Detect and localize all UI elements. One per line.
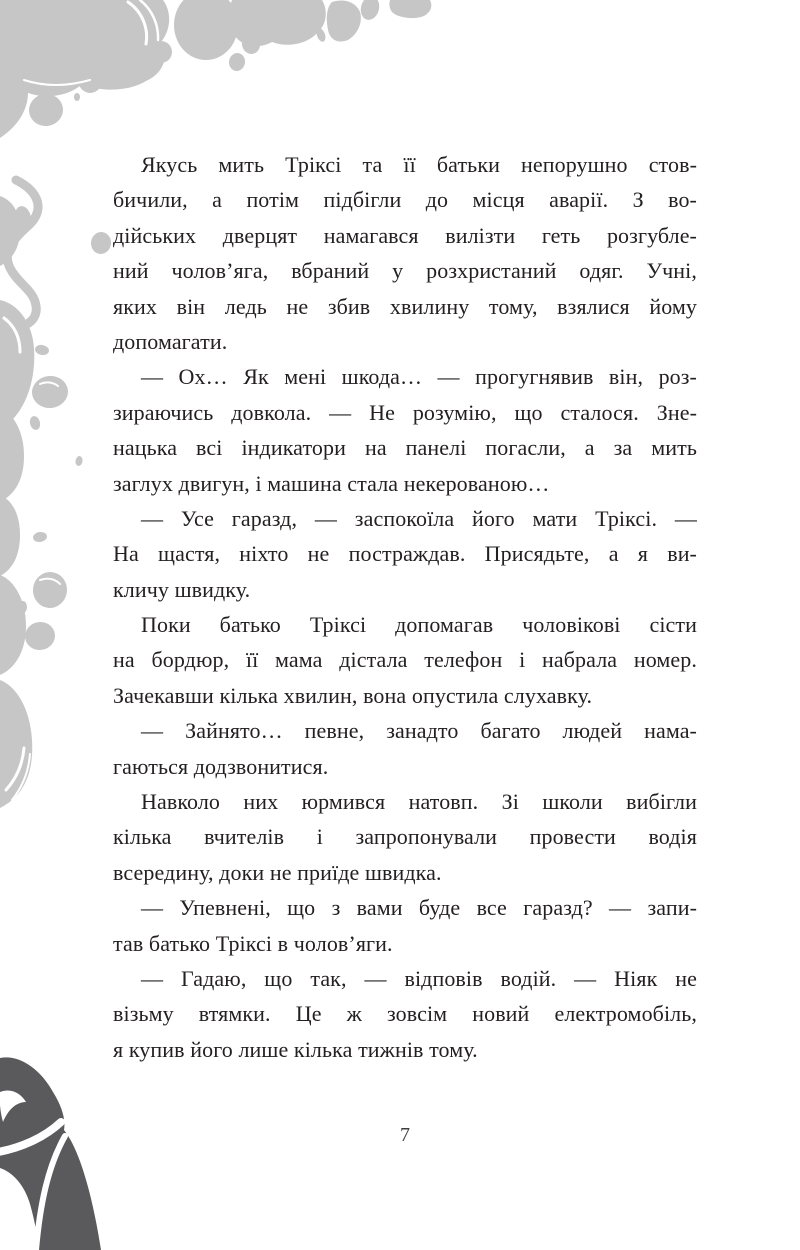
text-line: Зачекавши кілька хвилин, вона опустила слухавку.: [113, 682, 593, 708]
text-line: дійських дверцят намагався вилізти геть розгубле-: [113, 222, 697, 248]
text-line: ний чолов’яга, вбраний у розхристаний одяг. Учні,: [113, 258, 697, 284]
text-line: заглух двигун, і машина стала некерованою…: [113, 470, 550, 496]
text-line: — Ох… Як мені шкода… — прогугнявив він, роз-: [141, 364, 697, 390]
paragraph: [113, 961, 697, 1067]
text-line: кілька вчителів і запропонували провести водія: [113, 824, 697, 850]
text-line: на бордюр, її мама дістала телефон і набрала номер.: [113, 647, 697, 673]
text-line: допомагати.: [113, 328, 228, 354]
text-line: — Усе гаразд, — заспокоїла його мати Тріксі. —: [141, 505, 697, 531]
text-line: кличу швидку.: [113, 576, 251, 602]
text-line: яких він ледь не збив хвилину тому, взялися йому: [113, 293, 697, 319]
text-line: На щастя, ніхто не постраждав. Присядьте, а я ви-: [113, 541, 697, 567]
text-line: бичили, а потім підбігли до місця аварії. З во-: [113, 187, 697, 213]
text-line: я купив його лише кілька тижнів тому.: [113, 1036, 478, 1062]
paragraph: [113, 607, 697, 713]
text-line: гаються додзвонитися.: [113, 753, 329, 779]
text-line: всередину, доки не приїде швидка.: [113, 859, 442, 885]
text-line: візьму втямки. Це ж зовсім новий електромобіль,: [113, 1001, 697, 1027]
text-line: Якусь мить Тріксі та її батьки непорушно стов-: [141, 152, 697, 177]
ink-blob-chain-left: [0, 58, 112, 808]
text-line: Поки батько Тріксі допомагав чоловікові сісти: [141, 612, 697, 638]
text-line: — Гадаю, що так, — відповів водій. — Ніяк не: [141, 965, 697, 991]
text-line: — Упевнені, що з вами буде все гаразд? — запи-: [141, 895, 697, 921]
paragraph: [113, 359, 697, 501]
paragraph: [113, 147, 697, 359]
paragraph: [113, 784, 697, 890]
text-line: нацька всі індикатори на панелі погасли, а за мить: [113, 435, 697, 461]
paragraph: [113, 501, 697, 607]
paragraph: [113, 890, 697, 961]
ink-squiggle-left: [7, 180, 38, 326]
page-body: [113, 147, 697, 1067]
paragraph: [113, 713, 697, 784]
text-line: — Зайнято… певне, занадто багато людей нама-: [141, 718, 697, 744]
text-line: тав батько Тріксі в чолов’яги.: [113, 930, 393, 956]
text-line: зираючись довкола. — Не розумію, що сталося. Зне-: [113, 399, 697, 425]
page-number: 7: [400, 1124, 410, 1146]
text-line: Навколо них юрмився натовп. Зі школи вибігли: [141, 789, 697, 815]
